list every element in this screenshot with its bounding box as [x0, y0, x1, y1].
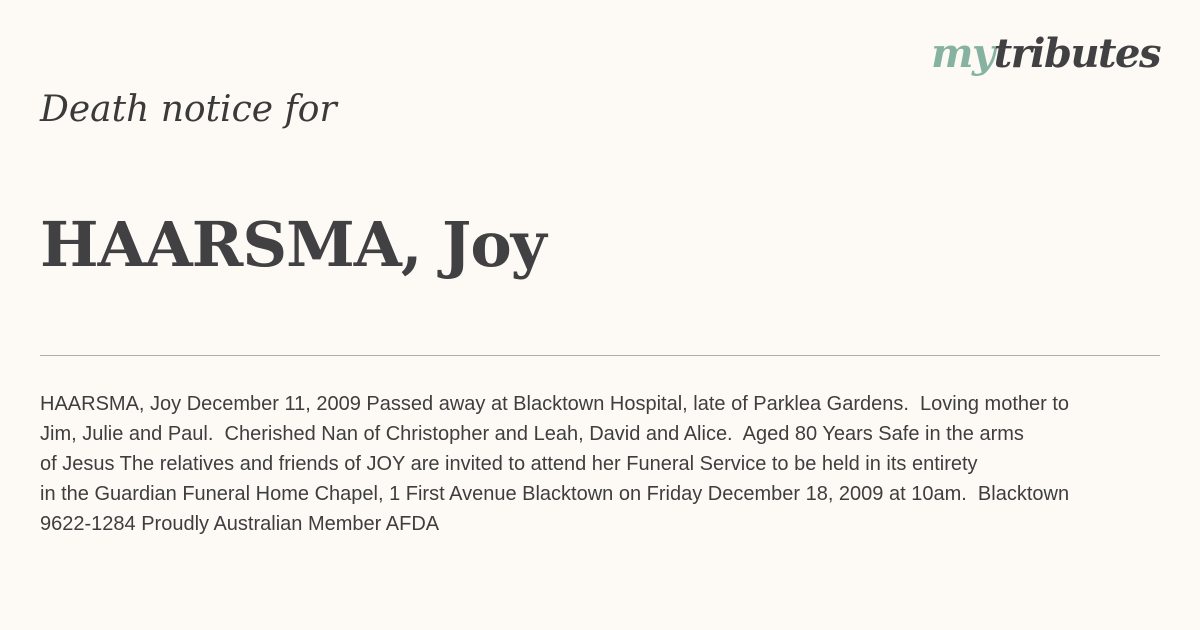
- divider: [40, 355, 1160, 356]
- notice-kicker: Death notice for: [40, 89, 337, 130]
- notice-line: 9622-1284 Proudly Australian Member AFDA: [40, 513, 440, 535]
- mytributes-logo[interactable]: [931, 30, 1160, 77]
- logo-my-text: my: [931, 30, 994, 77]
- notice-line: HAARSMA, Joy December 11, 2009 Passed away at Blacktown Hospital, late of Parklea Gardens. Loving mother to: [40, 393, 1070, 415]
- notice-text: [40, 389, 1160, 539]
- notice-line: Jim, Julie and Paul. Cherished Nan of Christopher and Leah, David and Alice. Aged 80 Years Safe in the arms: [40, 423, 1024, 445]
- notice-line: in the Guardian Funeral Home Chapel, 1 First Avenue Blacktown on Friday December 18, 2009 at 10am. Blacktown: [40, 483, 1070, 505]
- notice-line: of Jesus The relatives and friends of JOY are invited to attend her Funeral Service to be held in its entirety: [40, 453, 978, 475]
- logo-tributes-text: tributes: [993, 30, 1160, 77]
- deceased-name: HAARSMA, Joy: [40, 208, 546, 281]
